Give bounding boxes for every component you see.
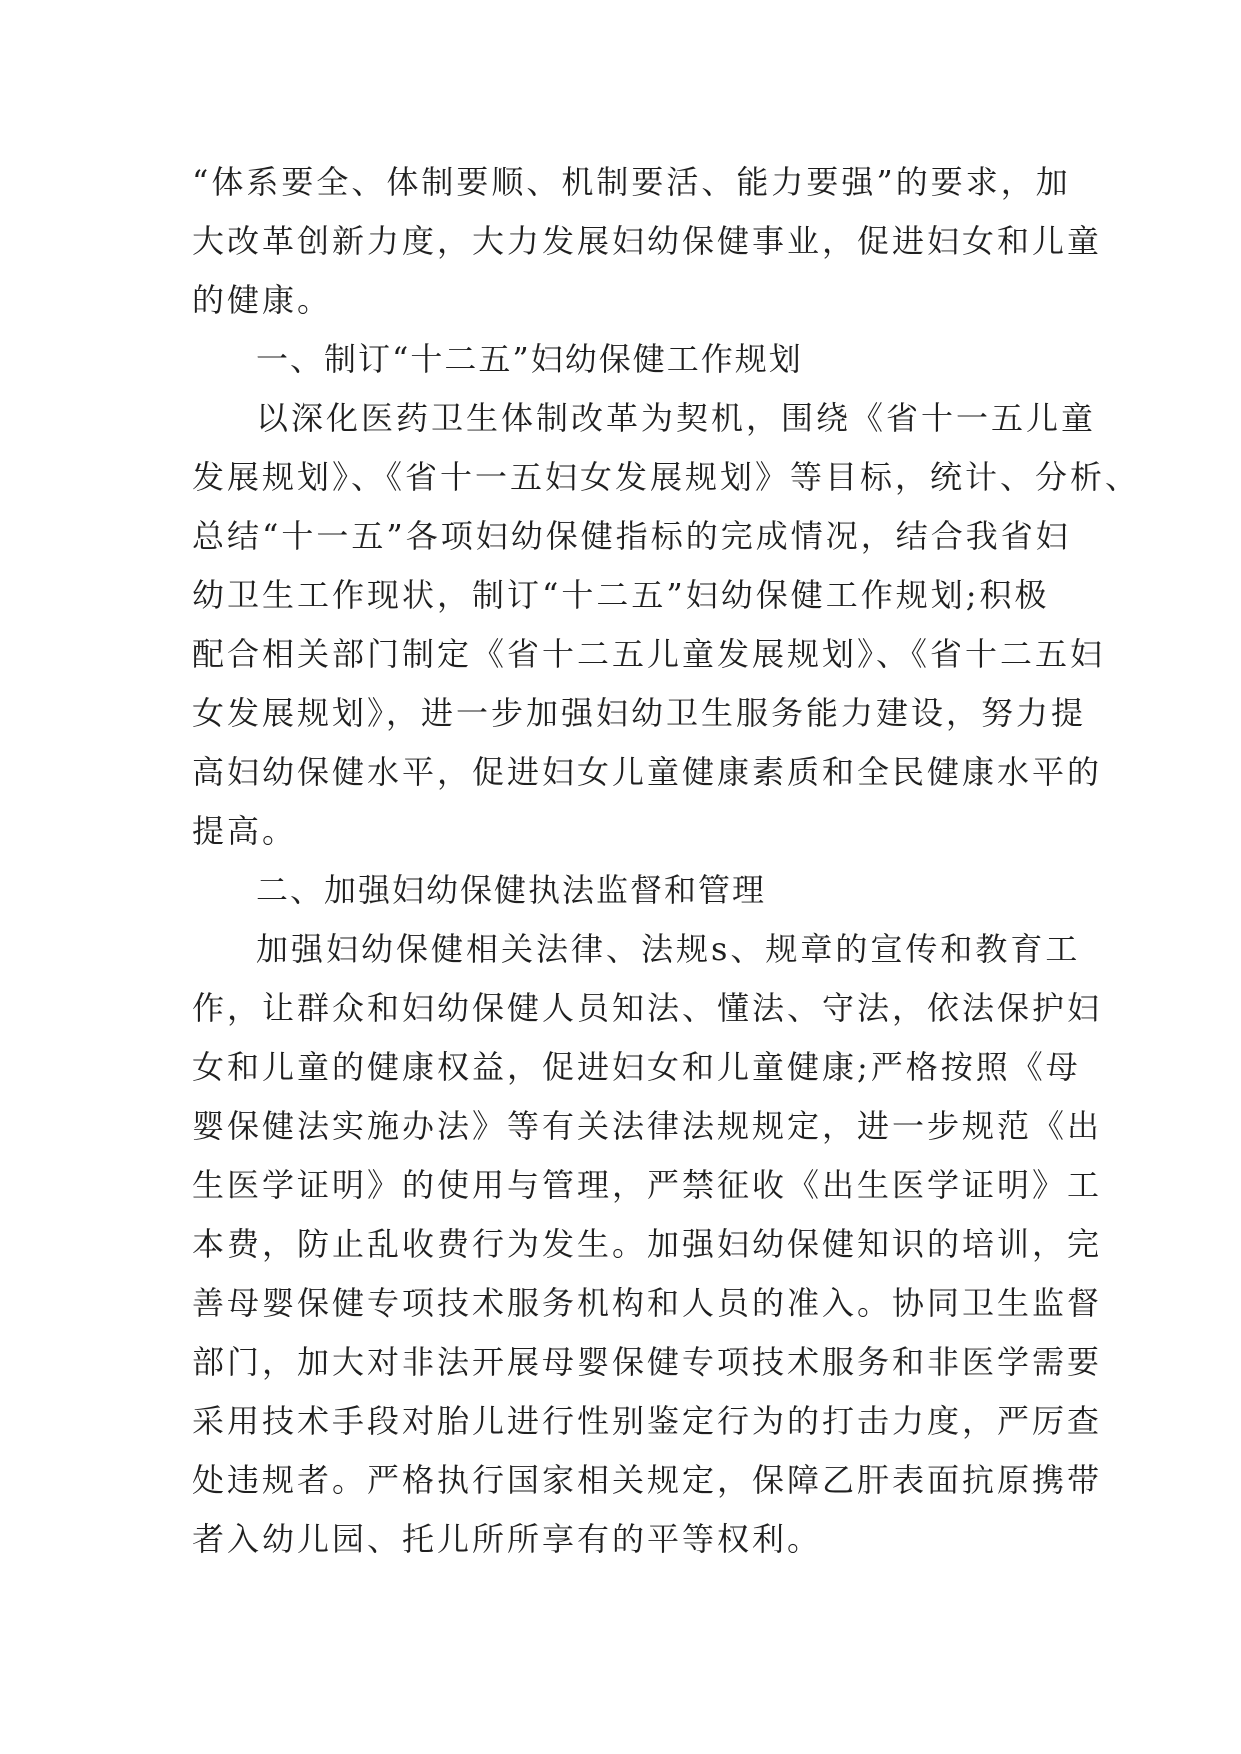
section-2-line: 婴保健法实施办法》等有关法律法规规定，进一步规范《出 (192, 1107, 1103, 1145)
section-1-line: 总结“十一五”各项妇幼保健指标的完成情况，结合我省妇 (192, 517, 1071, 555)
section-1-line: 发展规划》、《省十一五妇女发展规划》等目标，统计、分析、 (192, 458, 1141, 496)
section-1-line: 提高。 (192, 812, 298, 850)
section-2-line: 作，让群众和妇幼保健人员知法、懂法、守法，依法保护妇 (192, 989, 1103, 1027)
section-2-line: 处违规者。严格执行国家相关规定，保障乙肝表面抗原携带 (192, 1461, 1103, 1499)
section-1-heading: 一、制订“十二五”妇幼保健工作规划 (256, 340, 803, 378)
section-2-line: 善母婴保健专项技术服务机构和人员的准入。协同卫生监督 (192, 1284, 1103, 1322)
section-2-line: 部门，加大对非法开展母婴保健专项技术服务和非医学需要 (192, 1343, 1103, 1381)
section-2-line: 加强妇幼保健相关法律、法规s、规章的宣传和教育工 (256, 930, 1081, 968)
section-2-line: 女和儿童的健康权益，促进妇女和儿童健康;严格按照《母 (192, 1048, 1081, 1086)
section-1-line: 以深化医药卫生体制改革为契机，围绕《省十一五儿童 (256, 399, 1097, 437)
section-1-line: 配合相关部门制定《省十二五儿童发展规划》、《省十二五妇 (192, 635, 1106, 673)
intro-line: 的健康。 (192, 281, 333, 319)
document-body (192, 153, 1141, 1569)
section-1-line: 幼卫生工作现状，制订“十二五”妇幼保健工作规划;积极 (192, 576, 1050, 614)
section-1-line: 女发展规划》，进一步加强妇幼卫生服务能力建设，努力提 (192, 694, 1087, 732)
section-2-line: 采用技术手段对胎儿进行性别鉴定行为的打击力度，严厉查 (192, 1402, 1103, 1440)
section-2-line: 本费，防止乱收费行为发生。加强妇幼保健知识的培训，完 (192, 1225, 1103, 1263)
section-2-line: 者入幼儿园、托儿所所享有的平等权利。 (192, 1520, 823, 1558)
intro-line: “体系要全、体制要顺、机制要活、能力要强”的要求，加 (192, 163, 1071, 201)
section-2-heading: 二、加强妇幼保健执法监督和管理 (256, 871, 767, 909)
section-1-line: 高妇幼保健水平，促进妇女儿童健康素质和全民健康水平的 (192, 753, 1103, 791)
section-2-line: 生医学证明》的使用与管理，严禁征收《出生医学证明》工 (192, 1166, 1103, 1204)
intro-line: 大改革创新力度，大力发展妇幼保健事业，促进妇女和儿童 (192, 222, 1103, 260)
